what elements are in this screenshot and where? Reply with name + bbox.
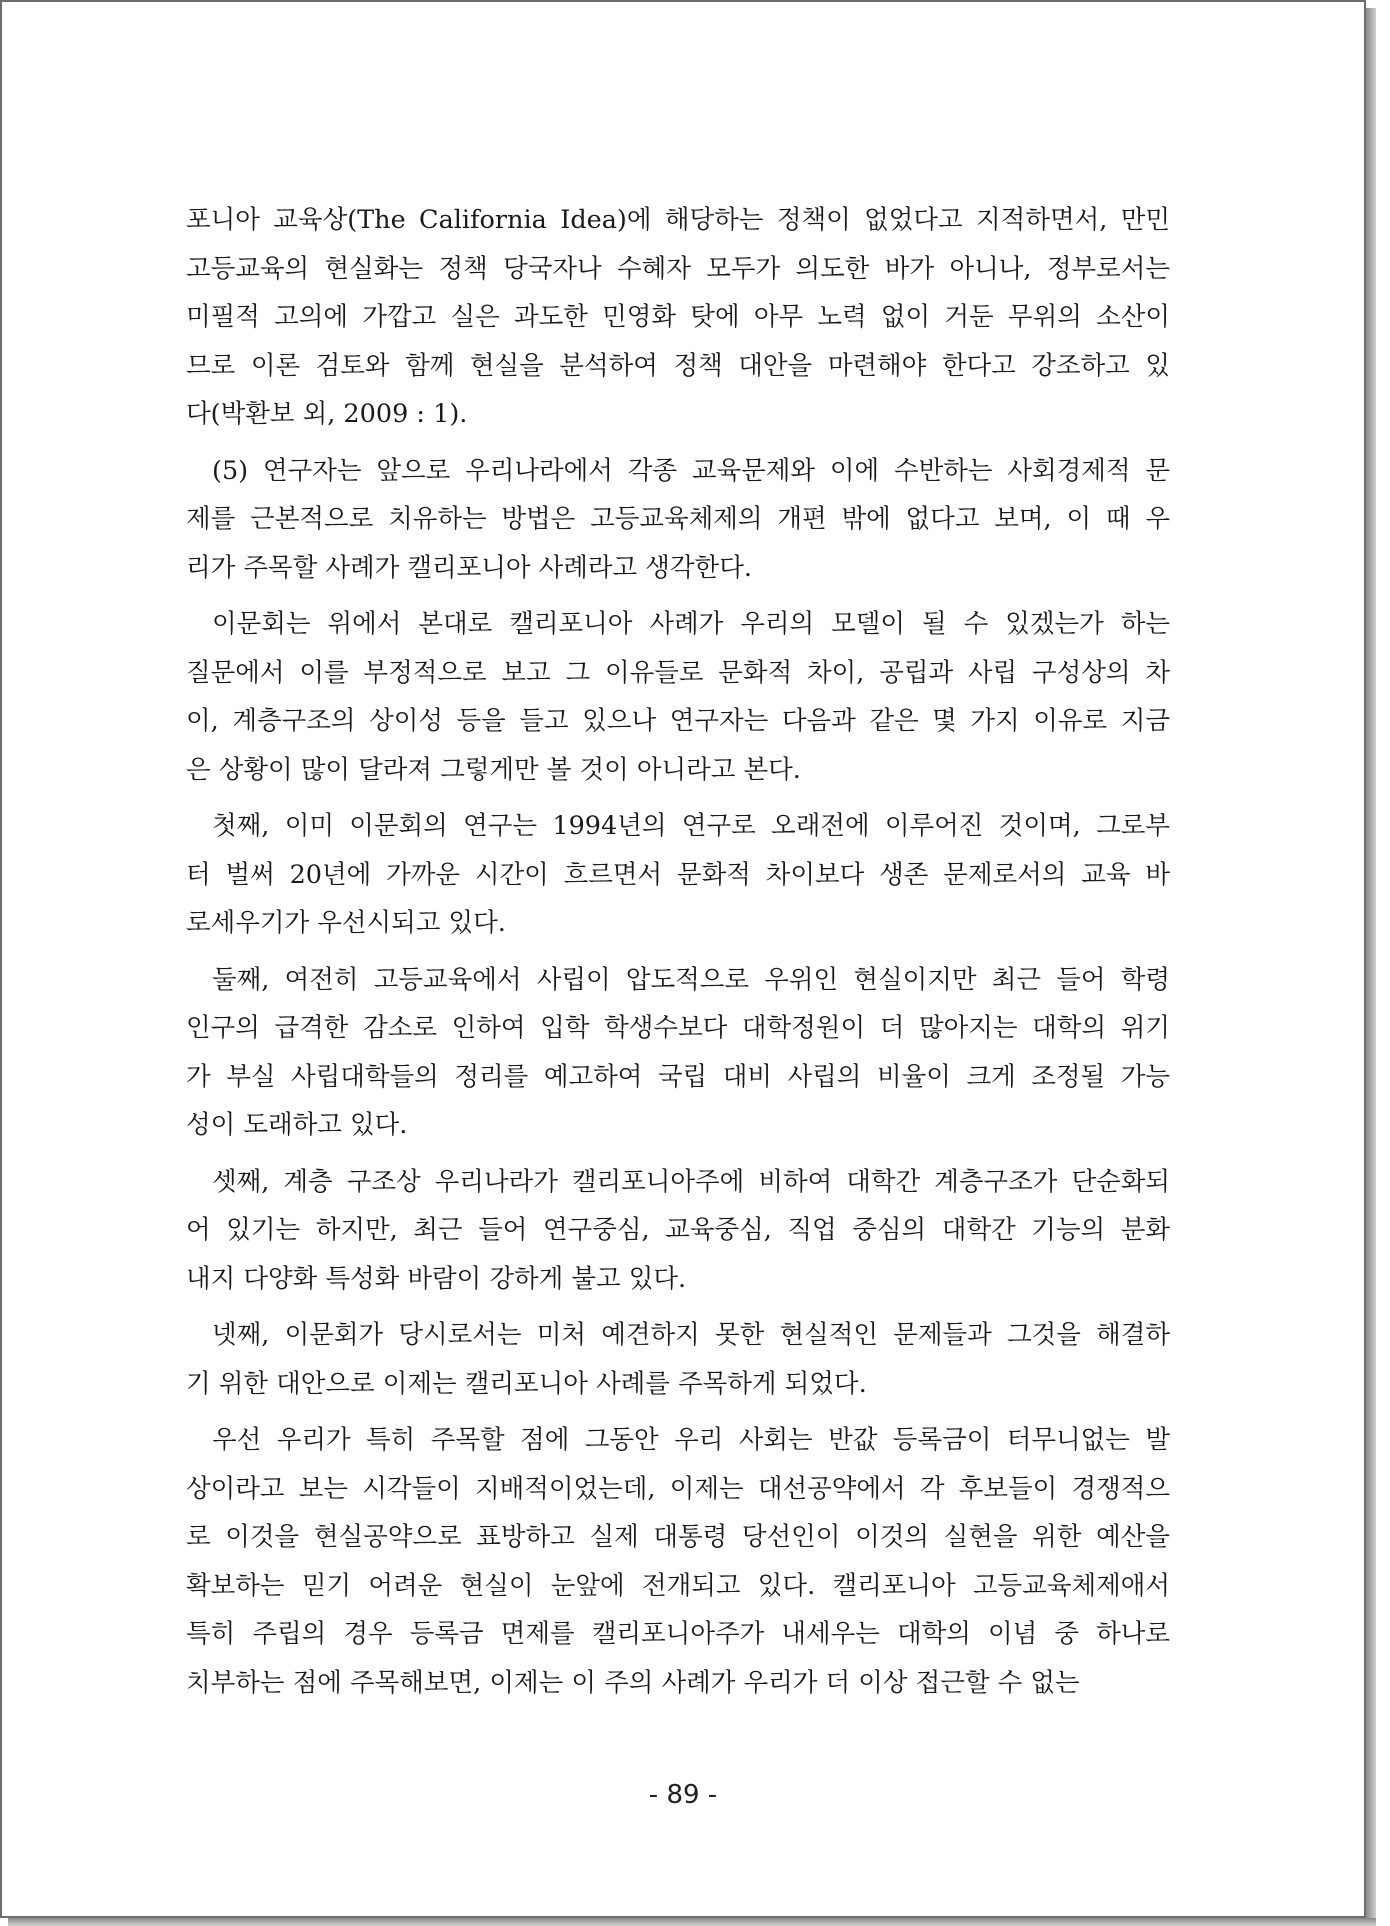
text-line: 넷째, 이문회가 당시로서는 미처 예견하지 못한 현실적인 문제들과 그것을 해결하 [212,1320,1170,1350]
text-line: (5) 연구자는 앞으로 우리나라에서 각종 교육문제와 이에 수반하는 사회경제적 문 [212,455,1170,486]
text-line: 셋째, 계층 구조상 우리나라가 캘리포니아주에 비하여 대학간 계층구조가 단순화되 [212,1166,1170,1197]
text-line: 질문에서 이를 부정적으로 보고 그 이유들로 문화적 차이, 공립과 사립 구성상의 차 [186,657,1170,688]
text-line: 이문회는 위에서 본대로 캘리포니아 사례가 우리의 모델이 될 수 있겠는가 하는 [212,609,1170,639]
text-line: 상이라고 보는 시각들이 지배적이었는데, 이제는 대선공약에서 각 후보들이 경쟁적으 [186,1473,1170,1504]
paragraph [186,1158,1170,1304]
text-line: 우선 우리가 특히 주목할 점에 그동안 우리 사회는 반값 등록금이 터무니없는 발 [212,1425,1170,1455]
text-line: 므로 이론 검토와 함께 현실을 분석하여 정책 대안을 마련해야 한다고 강조하고 있 [186,350,1170,381]
text-line: 확보하는 믿기 어려운 현실이 눈앞에 전개되고 있다. 캘리포니아 고등교육체제애서 [186,1570,1170,1601]
paragraph [186,1311,1170,1408]
page-number: - 89 - [648,1780,718,1810]
text-line: 제를 근본적으로 치유하는 방법은 고등교육체제의 개편 밖에 없다고 보며, 이 때 우 [186,504,1170,534]
text-line: 고등교육의 현실화는 정책 당국자나 수혜자 모두가 의도한 바가 아니나, 정부로서는 [186,253,1170,284]
text-line: 첫째, 이미 이문회의 연구는 1994년의 연구로 오래전에 이루어진 것이며, 그로부 [212,811,1170,841]
text-line: 로세우기가 우선시되고 있다. [186,908,506,938]
text-line: 이, 계층구조의 상이성 등을 들고 있으나 연구자는 다음과 같은 몇 가지 이유로 지금 [186,706,1170,736]
paragraph [186,1416,1170,1707]
paragraph [186,600,1170,794]
text-line: 로 이것을 현실공약으로 표방하고 실제 대통령 당선인이 이것의 실현을 위한 예산을 [186,1522,1170,1552]
text-line: 리가 주목할 사례가 캘리포니아 사례라고 생각한다. [186,552,752,583]
text-line: 어 있기는 하지만, 최근 들어 연구중심, 교육중심, 직업 중심의 대학간 기능의 분화 [186,1215,1170,1245]
text-line: 성이 도래하고 있다. [186,1110,408,1140]
text-line: 가 부실 사립대학들의 정리를 예고하여 국립 대비 사립의 비율이 크게 조정될 가능 [186,1061,1170,1092]
text-line: 은 상황이 많이 달라져 그렇게만 볼 것이 아니라고 본다. [186,754,801,785]
page-shadow-right [1366,8,1376,1920]
document-body [186,196,1170,1715]
paragraph [186,956,1170,1150]
paragraph [186,802,1170,948]
text-line: 터 벌써 20년에 가까운 시간이 흐르면서 문화적 차이보다 생존 문제로서의 교육 바 [186,859,1170,890]
text-line: 미필적 고의에 가깝고 실은 과도한 민영화 탓에 아무 노력 없이 거둔 무위의 소산이 [186,302,1170,332]
text-line: 치부하는 점에 주목해보면, 이제는 이 주의 사례가 우리가 더 이상 접근할 수 없는 [186,1667,1080,1698]
text-line: 기 위한 대안으로 이제는 캘리포니아 사례를 주목하게 되었다. [186,1368,867,1399]
text-line: 내지 다양화 특성화 바람이 강하게 불고 있다. [186,1263,687,1294]
text-line: 둘째, 여전히 고등교육에서 사립이 압도적으로 우위인 현실이지만 최근 들어 학령 [212,964,1170,995]
text-line: 다(박환보 외, 2009 : 1). [186,399,468,429]
page-shadow-bottom [8,1918,1376,1926]
text-line: 인구의 급격한 감소로 인하여 입학 학생수보다 대학정원이 더 많아지는 대학의 위기 [186,1013,1170,1043]
paragraph [186,447,1170,593]
paragraph [186,196,1170,439]
text-line: 특히 주립의 경우 등록금 면제를 캘리포니아주가 내세우는 대학의 이념 중 하나로 [186,1619,1170,1649]
text-line: 포니아 교육상(The California Idea)에 해당하는 정책이 없었다고 지적하면서, 만민 [186,205,1170,235]
